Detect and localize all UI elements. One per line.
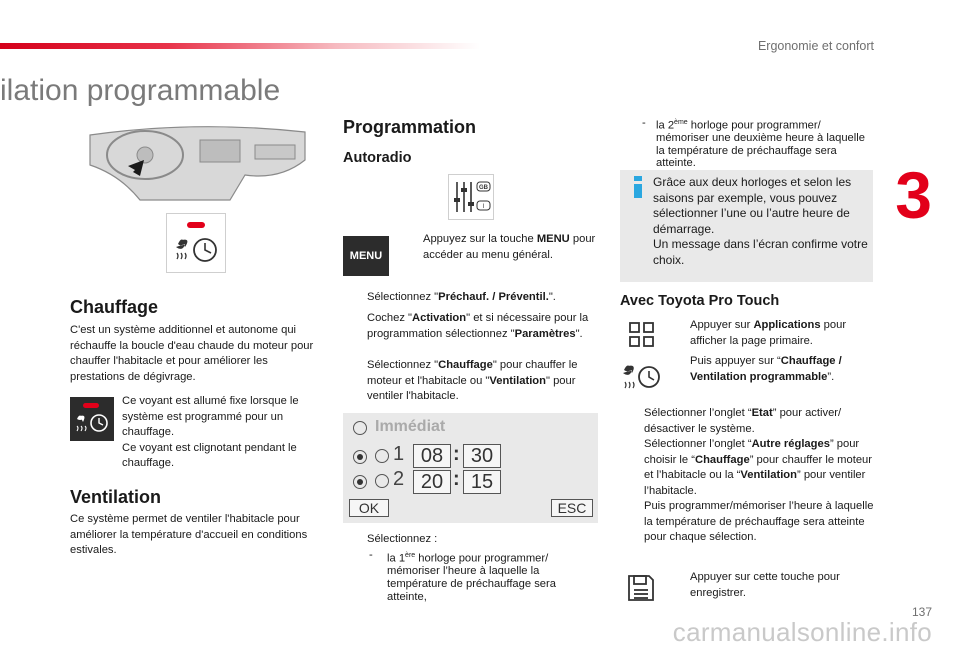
fan-icon — [77, 416, 84, 423]
header-accent-bar — [0, 43, 480, 49]
svg-text:I: I — [482, 204, 485, 210]
info-icon — [631, 175, 645, 199]
info-text — [653, 175, 871, 268]
voyant-text — [122, 394, 318, 472]
clock-icon — [375, 474, 389, 488]
step-program-time: Puis programmer/mémoriser l’heure à laquelle la température de préchauffage sera atteinte pour chaque sélection. — [644, 500, 874, 543]
watermark: carmanualsonline.info — [672, 617, 932, 647]
step-press-applications: Appuyer sur Applications pour afficher la page primaire. — [690, 319, 847, 347]
info-text-confirm: Un message dans l’écran confirme votre choix. — [653, 237, 868, 267]
settings-sliders-button — [448, 174, 494, 220]
section-header-title: Ergonomie et confort — [757, 39, 874, 53]
esc-button[interactable]: ESC — [551, 499, 593, 517]
radio-immediat[interactable] — [353, 421, 367, 435]
heater-indicator-light — [70, 397, 114, 441]
step-press-menu: Appuyez sur la touche MENU pour accéder au menu général. — [423, 233, 596, 261]
step-select-chauffage: Sélectionnez "Chauffage" pour chauffer le moteur et l'habitacle ou "Ventilation" pour ventiler l'habitacle. — [367, 359, 578, 402]
voyant-text-blinking: Ce voyant est clignotant pendant le chauffage. — [122, 441, 297, 469]
toyota-pro-touch-heading: Avec Toyota Pro Touch — [620, 293, 780, 309]
chauffage-paragraph: C'est un système additionnel et autonome qui réchauffe la boucle d'eau chaude du moteur pour chauffer l'habitacle et pour améliorer les prestations de dégivrage. — [70, 324, 314, 383]
radio-clock-1[interactable] — [353, 450, 367, 464]
heater-status-panel — [166, 213, 226, 273]
step-tab-autre-reglages: Sélectionner l’onglet “Autre réglages” pour choisir le “Chauffage” pour chauffer le moteur et l’habitacle ou la “Ventilation” pour ventiler l’habitacle. — [644, 438, 872, 497]
info-text-clocks: Grâce aux deux horloges et selon les saisons par exemple, vous pouvez sélectionner l’une ou l’autre heure de démarrage. — [653, 175, 852, 236]
step-select-clock: Sélectionnez : - la 1ère horloge pour programmer/ mémoriser l’heure à laquelle la température de préchauffage sera atteinte, — [343, 532, 598, 604]
radio-screen — [343, 413, 598, 523]
menu-button[interactable]: MENU — [343, 236, 389, 276]
step-press-save: Appuyer sur cette touche pour enregistrer. — [690, 571, 840, 599]
clock-1-minutes[interactable]: 30 — [463, 444, 501, 468]
step-tab-etat: Sélectionner l’onglet “Etat” pour activer/ désactiver le système. — [644, 407, 842, 435]
step-press-chauffage-ventilation: Puis appuyer sur “Chauffage / Ventilation programmable”. — [690, 355, 842, 383]
heat-waves-icon — [177, 253, 186, 259]
chauffage-heading: Chauffage — [70, 297, 159, 317]
heater-ventilation-icon — [621, 358, 663, 392]
ok-button[interactable]: OK — [349, 499, 389, 517]
clock-2-option: - la 2ème horloge pour programmer/ mémoriser une deuxième heure à laquelle la température de préchauffage sera atteinte. — [642, 117, 865, 170]
page-number: 137 — [911, 605, 932, 619]
page-title: ilation programmable — [0, 74, 281, 107]
applications-grid-icon — [628, 321, 656, 349]
clock-2-minutes[interactable]: 15 — [463, 470, 501, 494]
ventilation-paragraph: Ce système permet de ventiler l'habitacle pour améliorer la température d'accueil en conditions estivales. — [70, 513, 308, 556]
clock-icon — [375, 449, 389, 463]
svg-text:GB: GB — [479, 185, 488, 191]
radio-clock-2[interactable] — [353, 475, 367, 489]
step-select-prechauf: Sélectionnez "Préchauf. / Préventil.". — [367, 291, 556, 303]
screen-immediat-label: Immédiat — [375, 418, 446, 435]
time-separator: : — [453, 468, 460, 490]
programmation-heading: Programmation — [343, 117, 477, 137]
clock-2-number: 2 — [393, 468, 405, 490]
ventilation-heading: Ventilation — [70, 487, 162, 507]
autoradio-heading: Autoradio — [343, 150, 412, 166]
clock-1-hours[interactable]: 08 — [413, 444, 451, 468]
time-separator: : — [453, 443, 460, 465]
clock-2-hours[interactable]: 20 — [413, 470, 451, 494]
fan-icon — [176, 240, 187, 249]
fan-icon — [623, 366, 634, 375]
clock-1-number: 1 — [393, 443, 405, 465]
chapter-number: 3 — [895, 158, 932, 232]
voyant-text-fixed: Ce voyant est allumé fixe lorsque le système est programmé pour un chauffage. — [122, 395, 299, 438]
clock-1-option: - la 1ère horloge pour programmer/ mémoriser l’heure à laquelle la température de préchauffage sera atteinte, — [369, 548, 556, 604]
step-check-activation: Cochez "Activation" et si nécessaire pour la programmation sélectionnez "Paramètres". — [367, 312, 589, 340]
save-icon — [625, 572, 657, 604]
dashboard-illustration — [80, 120, 310, 210]
